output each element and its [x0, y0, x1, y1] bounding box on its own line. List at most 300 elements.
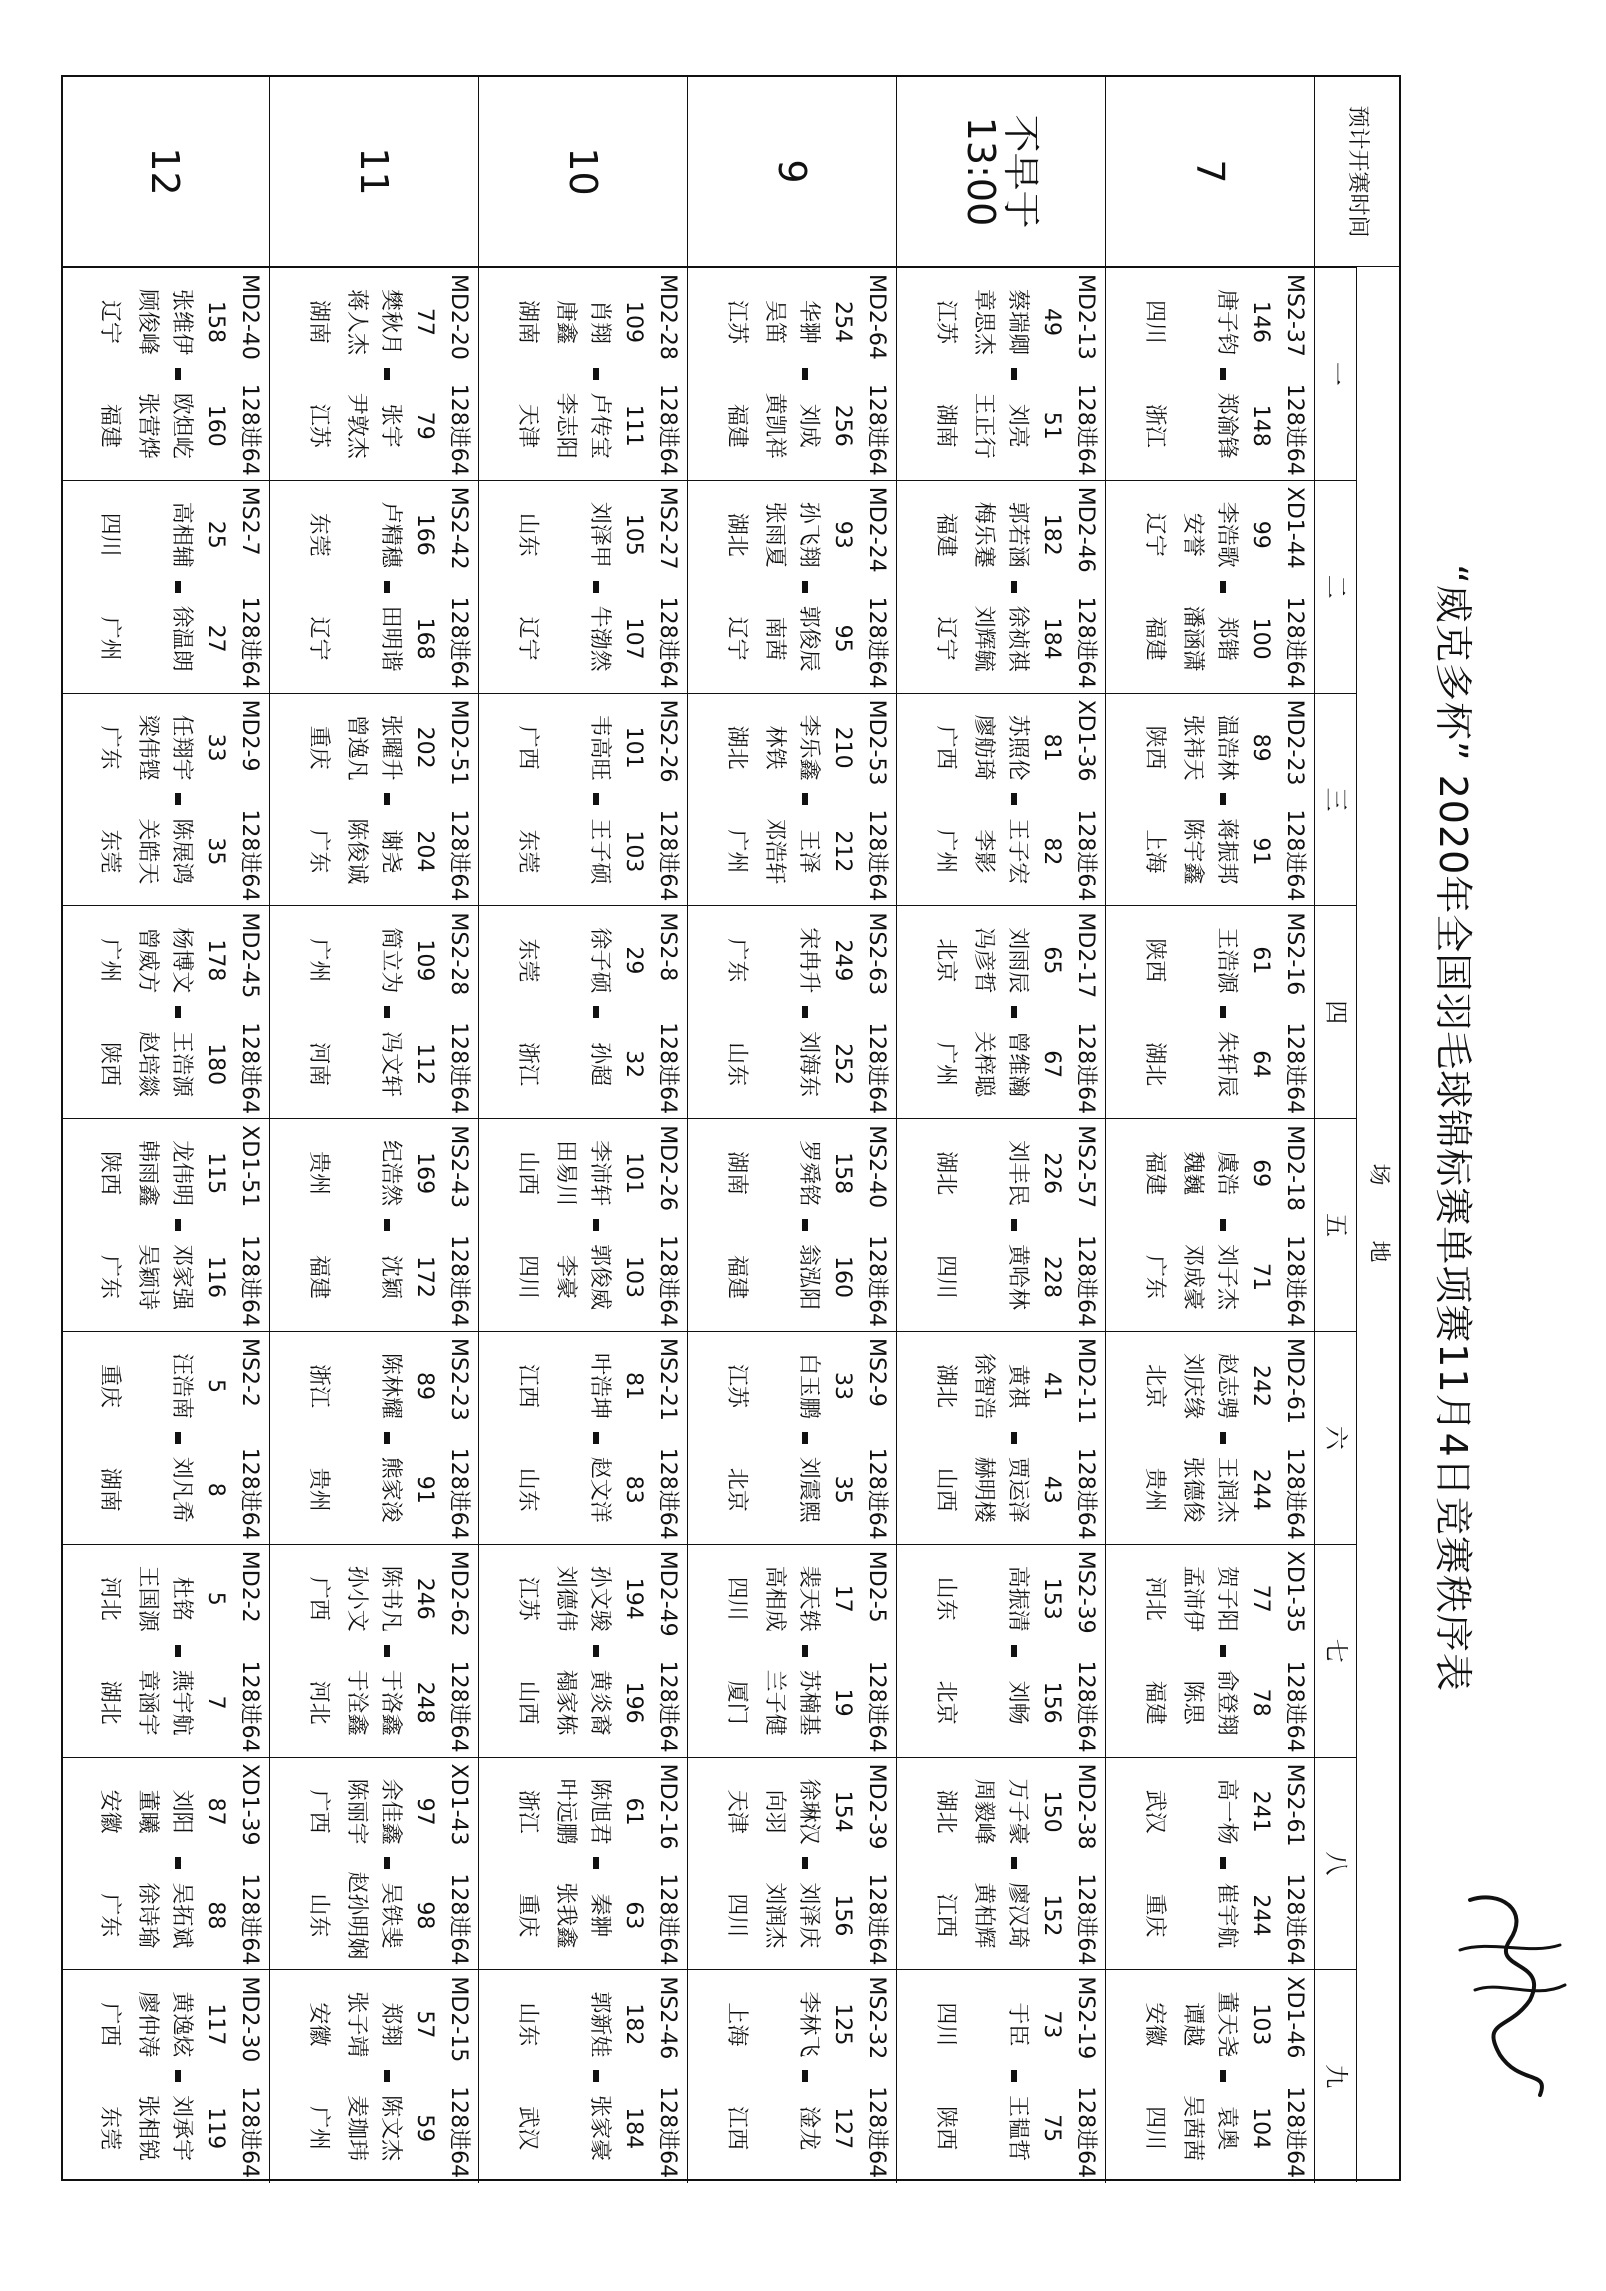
- seed-a: 93: [830, 520, 855, 549]
- player-b1: 苏楠基: [796, 1669, 821, 1736]
- schedule-table: [61, 75, 1401, 2181]
- match-code: MD2-13: [1073, 274, 1098, 360]
- player-a2: 叶远鹏: [553, 1778, 578, 1845]
- seed-b: 111: [621, 404, 646, 447]
- seed-a: 81: [1039, 733, 1064, 762]
- player-b1: 张家豪: [587, 2095, 612, 2162]
- match-code: MD2-11: [1073, 1338, 1098, 1424]
- province-a: 东莞: [306, 512, 331, 557]
- player-a1: 徐琳汉: [796, 1778, 821, 1845]
- province-b: 广东: [306, 829, 331, 874]
- seed-b: 35: [830, 1475, 855, 1504]
- player-a1: 王浩源: [1214, 927, 1239, 994]
- match-code: MD2-15: [446, 1976, 471, 2063]
- seed-a: 61: [621, 1797, 646, 1826]
- province-b: 广州: [724, 829, 749, 874]
- seed-b: 168: [412, 617, 437, 660]
- player-a2: [1172, 274, 1212, 370]
- player-a1: 万子豪: [1005, 1778, 1030, 1845]
- match-cell: [61, 1118, 269, 1331]
- seed-b: 98: [412, 1901, 437, 1930]
- match-round: 128进64: [446, 1660, 471, 1753]
- versus-dash: [593, 1219, 599, 1231]
- province-b: 广东: [97, 1254, 122, 1299]
- player-b2: [545, 589, 585, 689]
- match-round: 128进64: [1073, 1660, 1098, 1753]
- player-b2: [336, 1227, 376, 1327]
- province-a: 江苏: [933, 299, 958, 344]
- player-a1: 陈书凡: [378, 1565, 403, 1632]
- match-code: MS2-42: [446, 486, 471, 570]
- player-a2: [545, 912, 585, 1008]
- player-a2: 张子靖: [344, 1991, 369, 2058]
- province-b: 湖北: [1142, 1042, 1167, 1087]
- seed-b: 8: [203, 1482, 228, 1497]
- match-round: 128进64: [237, 1022, 262, 1115]
- seed-a: 202: [412, 726, 437, 769]
- match-code: MD2-45: [237, 912, 262, 999]
- province-a: 四川: [724, 1576, 749, 1621]
- player-a1: 罗舜铭: [796, 1140, 821, 1207]
- seed-b: 256: [830, 404, 855, 447]
- player-a1: 余佳鑫: [378, 1778, 403, 1845]
- match-code: MS2-21: [655, 1338, 680, 1421]
- player-b1: 廖汉琦: [1005, 1882, 1030, 1949]
- match-round: 128进64: [1073, 809, 1098, 902]
- seed-b: 204: [412, 830, 437, 873]
- seed-b: 156: [1039, 1681, 1064, 1724]
- versus-dash: [802, 368, 808, 380]
- match-cell: [1106, 480, 1314, 693]
- seed-b: 27: [203, 624, 228, 653]
- player-b1: 王子宏: [1005, 818, 1030, 885]
- player-a2: 徐智浩: [971, 1352, 996, 1419]
- player-b2: [754, 1014, 794, 1114]
- match-code: MD2-30: [237, 1976, 262, 2063]
- province-a: 广东: [724, 938, 749, 983]
- player-a2: 张祎天: [1180, 714, 1205, 781]
- seed-a: 65: [1039, 946, 1064, 975]
- player-b2: 陈思: [1180, 1680, 1205, 1725]
- match-cell: [61, 1544, 269, 1757]
- player-a2: 唐鑫: [553, 299, 578, 344]
- seed-a: 101: [621, 726, 646, 769]
- player-a2: [754, 912, 794, 1008]
- player-b2: 褟家栋: [553, 1669, 578, 1736]
- match-round: 128进64: [1282, 1022, 1307, 1115]
- player-a1: 高振清: [1005, 1565, 1030, 1632]
- player-b2: 刘润杰: [762, 1882, 787, 1949]
- player-b2: 吴茜茜: [1180, 2095, 1205, 2162]
- match-round: 128进64: [237, 809, 262, 902]
- start-time: 7: [1188, 159, 1232, 184]
- match-cell: [688, 267, 896, 480]
- versus-dash: [1011, 581, 1017, 593]
- player-b2: [336, 589, 376, 689]
- player-b1: 王浩源: [169, 1031, 194, 1098]
- match-code: MS2-28: [446, 912, 471, 996]
- versus-dash: [175, 1432, 181, 1444]
- schedule-row: [688, 77, 897, 2183]
- player-a1: 孙飞翔: [796, 501, 821, 568]
- player-b2: 张我鑫: [553, 1882, 578, 1949]
- province-b: 湖南: [933, 403, 958, 448]
- player-b1: 刘泽庆: [796, 1882, 821, 1949]
- match-round: 128进64: [655, 1660, 680, 1753]
- player-b1: 王润杰: [1214, 1456, 1239, 1523]
- province-b: 陕西: [933, 2106, 958, 2151]
- province-b: 贵州: [306, 1467, 331, 1512]
- province-b: 广东: [97, 1893, 122, 1938]
- seed-a: 77: [1248, 1584, 1273, 1613]
- province-a: 山西: [515, 1151, 540, 1196]
- seed-b: 248: [412, 1681, 437, 1724]
- player-b2: 于洤鑫: [344, 1669, 369, 1736]
- seed-a: 246: [412, 1577, 437, 1620]
- schedule-row: [270, 77, 479, 2183]
- match-round: 128进64: [864, 596, 889, 689]
- player-a1: 黄祺: [1005, 1363, 1030, 1408]
- match-round: 128进64: [1073, 596, 1098, 689]
- player-b2: [1172, 1865, 1212, 1965]
- match-code: MS2-57: [1073, 1125, 1098, 1209]
- player-b1: 王韫哲: [1005, 2095, 1030, 2162]
- document-title: “威克多杯” 2020年全国羽毛球锦标赛单项赛11月4日竞赛秩序表: [1431, 564, 1475, 1692]
- player-a1: 李沛轩: [587, 1140, 612, 1207]
- seed-a: 57: [412, 2010, 437, 2039]
- start-time: 11: [352, 147, 396, 196]
- seed-a: 241: [1248, 1790, 1273, 1833]
- seed-a: 249: [830, 939, 855, 982]
- player-a1: 苏照伦: [1005, 714, 1030, 781]
- province-a: 东莞: [515, 938, 540, 983]
- player-a2: 张雨夏: [762, 501, 787, 568]
- versus-dash: [175, 581, 181, 593]
- match-cell: [1106, 905, 1314, 1118]
- match-round: 128进64: [237, 1234, 262, 1327]
- player-a2: 曾威方: [135, 927, 160, 994]
- match-code: MD2-26: [655, 1125, 680, 1212]
- match-round: 128进64: [237, 383, 262, 476]
- match-cell: [1106, 693, 1314, 906]
- match-round: 128进64: [655, 383, 680, 476]
- match-round: 128进64: [446, 1447, 471, 1540]
- versus-dash: [1220, 793, 1226, 805]
- match-cell: [61, 267, 269, 480]
- player-b1: 刘子杰: [1214, 1243, 1239, 1310]
- province-a: 湖北: [724, 725, 749, 770]
- player-b1: 崔宇航: [1214, 1882, 1239, 1949]
- province-a: 辽宁: [1142, 512, 1167, 557]
- seed-a: 166: [412, 513, 437, 556]
- player-a1: 贺子阳: [1214, 1565, 1239, 1632]
- player-a2: 冯彦哲: [971, 927, 996, 994]
- player-b2: 尹敦杰: [344, 392, 369, 459]
- player-b1: 于洛鑫: [378, 1669, 403, 1736]
- province-b: 贵州: [1142, 1467, 1167, 1512]
- player-b2: [754, 1440, 794, 1540]
- seed-b: 95: [830, 624, 855, 653]
- player-a2: 林铁: [762, 725, 787, 770]
- start-time-cell: [479, 77, 687, 267]
- match-cell: [897, 480, 1105, 693]
- seed-a: 89: [1248, 733, 1273, 762]
- player-b1: 刘凡希: [169, 1456, 194, 1523]
- match-cell: [897, 1757, 1105, 1970]
- province-a: 广州: [306, 938, 331, 983]
- player-a1: 肖翔: [587, 299, 612, 344]
- match-cell: [61, 480, 269, 693]
- match-code: XD1-36: [1073, 699, 1098, 782]
- match-round: 128进64: [446, 1022, 471, 1115]
- start-time: 不早于 13:00: [959, 114, 1043, 229]
- player-b1: 田明谐: [378, 605, 403, 672]
- player-a1: 刘阳: [169, 1789, 194, 1834]
- seed-b: 63: [621, 1901, 646, 1930]
- match-round: 128进64: [864, 1234, 889, 1327]
- player-b1: 王泽: [796, 829, 821, 874]
- province-b: 山东: [515, 1467, 540, 1512]
- versus-dash: [1220, 1432, 1226, 1444]
- province-a: 安徽: [1142, 2002, 1167, 2047]
- court-header-7: 七: [1315, 1544, 1357, 1757]
- match-round: 128进64: [1282, 1873, 1307, 1966]
- province-a: 山东: [933, 1576, 958, 1621]
- match-round: 128进64: [446, 809, 471, 902]
- player-a2: [545, 487, 585, 583]
- seed-a: 33: [830, 1372, 855, 1400]
- province-b: 陕西: [97, 1042, 122, 1087]
- player-b1: 张宇: [378, 403, 403, 448]
- match-code: XD1-39: [237, 1763, 262, 1846]
- player-a2: 刘庆缘: [1180, 1352, 1205, 1419]
- player-a2: 梁伟铿: [135, 714, 160, 781]
- match-code: MS2-26: [655, 699, 680, 783]
- player-a1: 董天尧: [1214, 1991, 1239, 2058]
- seed-a: 5: [203, 1591, 228, 1606]
- versus-dash: [175, 368, 181, 380]
- versus-dash: [384, 793, 390, 805]
- versus-dash: [175, 2070, 181, 2082]
- match-round: 128进64: [446, 383, 471, 476]
- province-b: 湖北: [97, 1680, 122, 1725]
- player-b2: 赵孙明娴: [344, 1871, 369, 1960]
- seed-b: 212: [830, 830, 855, 873]
- seed-a: 29: [621, 946, 646, 975]
- player-b2: 陈宇鑫: [1180, 818, 1205, 885]
- province-b: 福建: [1142, 616, 1167, 661]
- match-code: MS2-43: [446, 1125, 471, 1209]
- province-b: 辽宁: [306, 616, 331, 661]
- player-b1: 王子硕: [587, 818, 612, 885]
- court-header-9: 九: [1315, 1969, 1357, 2182]
- province-a: 湖南: [724, 1151, 749, 1196]
- match-round: 128进64: [1282, 1234, 1307, 1327]
- versus-dash: [1220, 581, 1226, 593]
- match-round: 128进64: [864, 1447, 889, 1540]
- player-a1: 刘雨辰: [1005, 927, 1030, 994]
- seed-b: 32: [621, 1050, 646, 1079]
- player-b2: 关梓聪: [971, 1031, 996, 1098]
- match-cell: [61, 693, 269, 906]
- player-b2: [336, 1440, 376, 1540]
- match-code: XD1-46: [1282, 1976, 1307, 2059]
- player-b1: 曾维瀚: [1005, 1031, 1030, 1098]
- match-code: MD2-18: [1282, 1125, 1307, 1212]
- seed-b: 83: [621, 1475, 646, 1504]
- versus-dash: [175, 1645, 181, 1657]
- player-a1: 龙伟明: [169, 1140, 194, 1207]
- versus-dash: [1220, 1006, 1226, 1018]
- player-a2: [336, 487, 376, 583]
- versus-dash: [1220, 368, 1226, 380]
- player-a1: 蔡瑞卿: [1005, 288, 1030, 355]
- seed-b: 43: [1039, 1475, 1064, 1504]
- court-header-3: 三: [1315, 693, 1357, 906]
- seed-b: 82: [1039, 837, 1064, 866]
- start-time: 12: [143, 147, 187, 196]
- match-round: 128进64: [237, 1873, 262, 1966]
- seed-a: 146: [1248, 301, 1273, 343]
- province-b: 广州: [97, 616, 122, 661]
- match-cell: [688, 480, 896, 693]
- province-a: 广东: [97, 725, 122, 770]
- province-b: 北京: [724, 1467, 749, 1512]
- player-a1: 宋冉升: [796, 927, 821, 994]
- province-a: 上海: [724, 2002, 749, 2047]
- seed-a: 73: [1039, 2010, 1064, 2039]
- match-round: 128进64: [446, 596, 471, 689]
- player-a1: 张曜升: [378, 714, 403, 781]
- player-a1: 卢精穗: [378, 501, 403, 568]
- player-a2: 吴笛: [762, 299, 787, 344]
- player-a2: 顾俊峰: [135, 288, 160, 355]
- province-b: 辽宁: [515, 616, 540, 661]
- match-code: MD2-39: [864, 1763, 889, 1850]
- seed-b: 107: [621, 617, 646, 660]
- versus-dash: [593, 581, 599, 593]
- province-a: 浙江: [306, 1363, 331, 1408]
- player-b1: 刘海东: [796, 1031, 821, 1098]
- province-b: 东莞: [97, 829, 122, 874]
- seed-a: 150: [1039, 1790, 1064, 1833]
- player-b1: 刘承宇: [169, 2095, 194, 2162]
- versus-dash: [175, 1219, 181, 1231]
- player-b1: 谢尧: [378, 829, 403, 874]
- match-round: 128进64: [864, 1873, 889, 1966]
- versus-dash: [802, 1857, 808, 1869]
- player-b1: 陈文杰: [378, 2095, 403, 2162]
- seed-b: 119: [203, 2107, 228, 2150]
- player-b2: 赫明楼: [971, 1456, 996, 1523]
- match-cell: [688, 905, 896, 1118]
- seed-b: 196: [621, 1681, 646, 1724]
- province-a: 安徽: [306, 2002, 331, 2047]
- versus-dash: [384, 1432, 390, 1444]
- schedule-row: [479, 77, 688, 2183]
- player-a1: 陈林耀: [378, 1352, 403, 1419]
- match-cell: [1106, 267, 1314, 480]
- versus-dash: [175, 1006, 181, 1018]
- player-a2: 蒋人杰: [344, 288, 369, 355]
- match-code: MS2-40: [864, 1125, 889, 1209]
- match-code: MD2-53: [864, 699, 889, 786]
- player-a2: [754, 1125, 794, 1221]
- match-cell: [1106, 1969, 1314, 2182]
- seed-b: 160: [203, 404, 228, 447]
- player-a2: 周毅峰: [971, 1778, 996, 1845]
- seed-b: 244: [1248, 1468, 1273, 1511]
- seed-b: 79: [412, 411, 437, 440]
- match-round: 128进64: [864, 1022, 889, 1115]
- seed-b: 180: [203, 1043, 228, 1086]
- province-a: 湖北: [933, 1789, 958, 1834]
- court-header-6: 六: [1315, 1331, 1357, 1544]
- player-b1: 俞登翔: [1214, 1669, 1239, 1736]
- province-b: 湖南: [97, 1467, 122, 1512]
- player-b2: [1172, 376, 1212, 476]
- match-code: MS2-32: [864, 1976, 889, 2060]
- match-round: 128进64: [446, 1873, 471, 1966]
- province-a: 陕西: [1142, 938, 1167, 983]
- versus-dash: [593, 793, 599, 805]
- match-cell: [270, 267, 478, 480]
- province-b: 福建: [97, 403, 122, 448]
- match-round: 128进64: [1073, 383, 1098, 476]
- match-code: MS2-2: [237, 1338, 262, 1407]
- province-a: 江苏: [515, 1576, 540, 1621]
- versus-dash: [1220, 1857, 1226, 1869]
- seed-a: 17: [830, 1584, 855, 1613]
- player-b1: 沈颖: [378, 1254, 403, 1299]
- player-b2: [963, 2078, 1003, 2178]
- player-a2: [1172, 912, 1212, 1008]
- versus-dash: [802, 1645, 808, 1657]
- province-b: 四川: [1142, 2106, 1167, 2151]
- province-a: 重庆: [306, 725, 331, 770]
- province-a: 四川: [97, 512, 122, 557]
- seed-b: 67: [1039, 1050, 1064, 1079]
- province-b: 广州: [933, 829, 958, 874]
- handwritten-signature: [1440, 1880, 1580, 2110]
- seed-b: 103: [621, 1255, 646, 1298]
- province-a: 福建: [1142, 1151, 1167, 1196]
- versus-dash: [802, 793, 808, 805]
- player-b2: 南茜: [762, 616, 787, 661]
- versus-dash: [593, 1645, 599, 1657]
- schedule-row: [897, 77, 1106, 2183]
- versus-dash: [384, 2070, 390, 2082]
- player-b2: 兰子健: [762, 1669, 787, 1736]
- player-b2: 邓成豪: [1180, 1243, 1205, 1310]
- player-a2: 高相成: [762, 1565, 787, 1632]
- seed-a: 101: [621, 1152, 646, 1195]
- match-cell: [270, 1757, 478, 1970]
- match-cell: [270, 1118, 478, 1331]
- player-a1: 李乐鑫: [796, 714, 821, 781]
- province-b: 北京: [933, 1680, 958, 1725]
- player-b2: [545, 1014, 585, 1114]
- start-time-cell: [61, 77, 269, 267]
- player-a2: [754, 1338, 794, 1434]
- seed-a: 226: [1039, 1152, 1064, 1195]
- player-b1: 郭俊辰: [796, 605, 821, 672]
- court-header-4: 四: [1315, 905, 1357, 1118]
- province-b: 河北: [306, 1680, 331, 1725]
- match-round: 128进64: [864, 2086, 889, 2179]
- player-b1: 吴拓斌: [169, 1882, 194, 1949]
- player-b2: 李影: [971, 829, 996, 874]
